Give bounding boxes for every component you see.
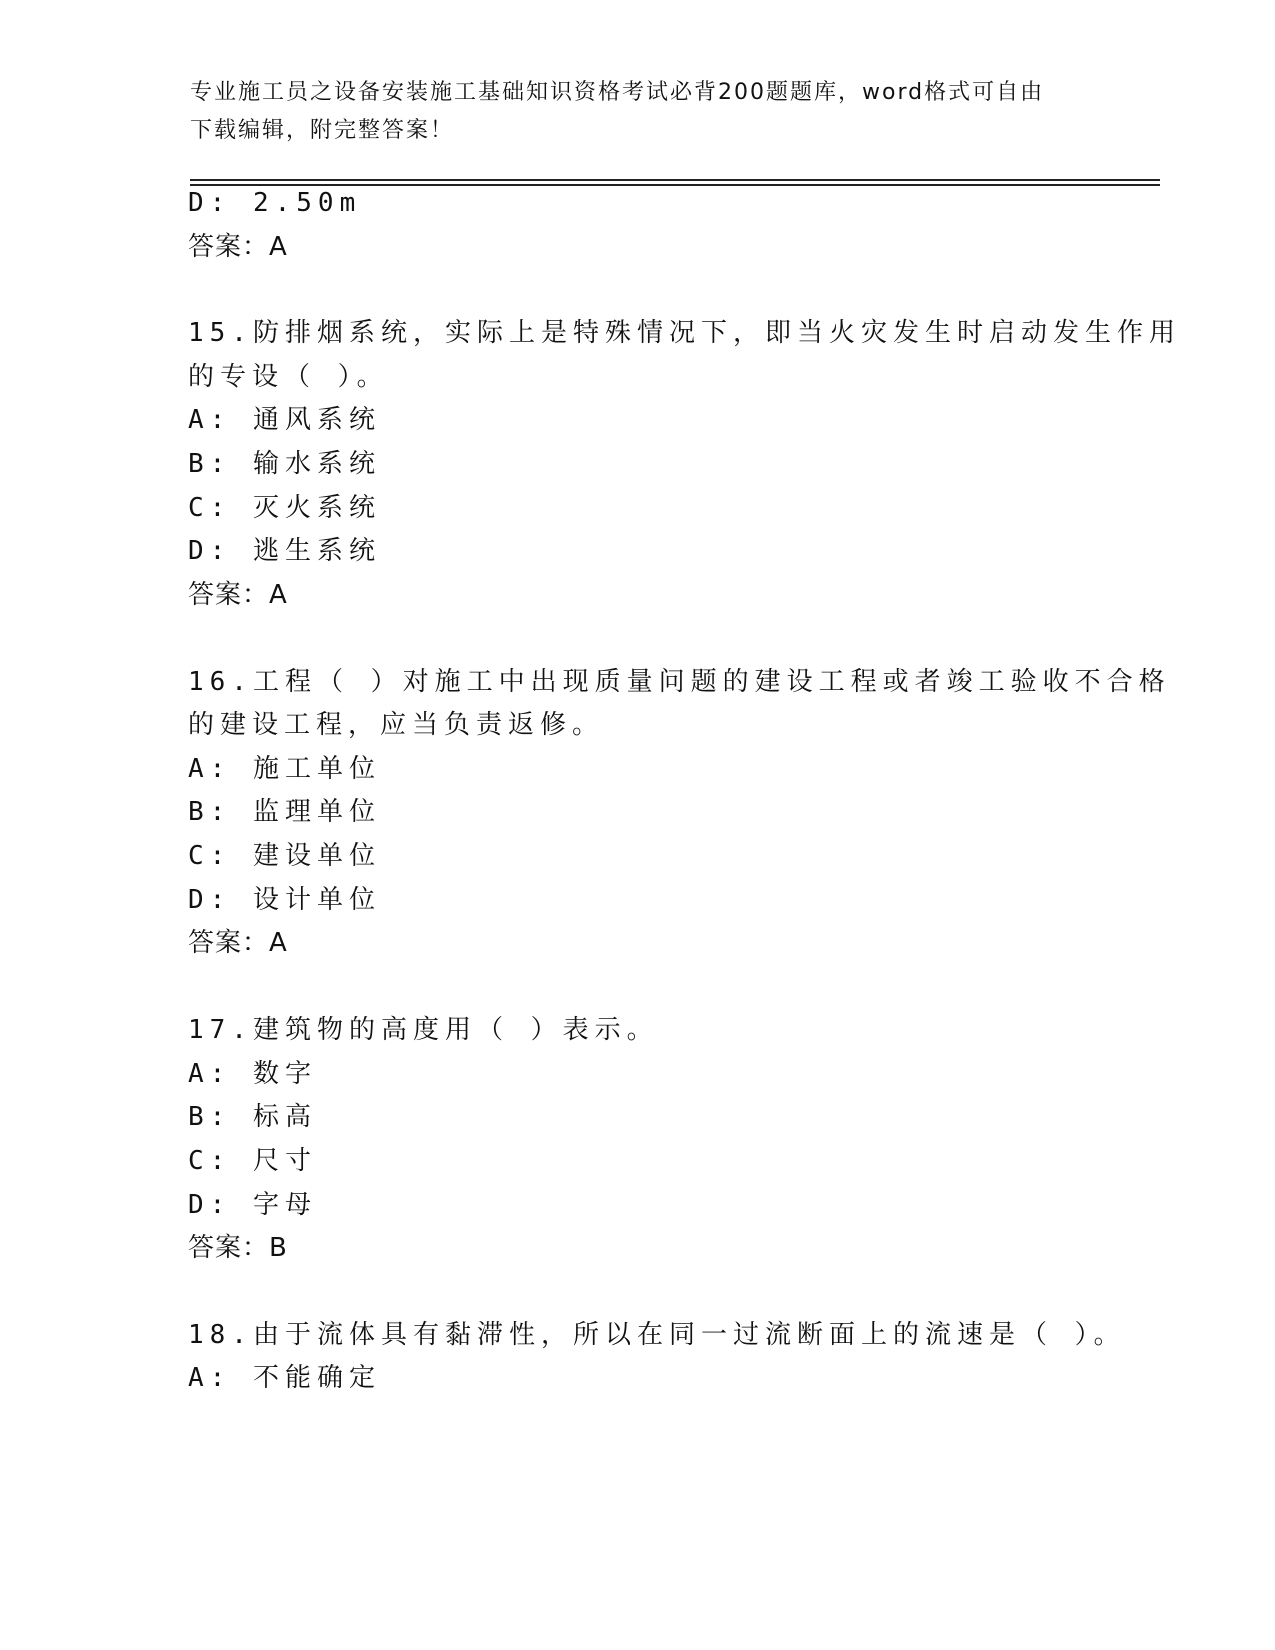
question-15-option-a: A: 通风系统 [188, 405, 381, 435]
question-16-text-line-2: 的建设工程，应当负责返修。 [188, 710, 605, 740]
question-15-answer: 答案：A [188, 580, 288, 610]
header-divider-top [190, 179, 1160, 181]
question-17-option-c: C: 尺寸 [188, 1146, 317, 1176]
question-16-answer: 答案：A [188, 928, 288, 958]
question-15-text-line-2: 的专设（ ）。 [188, 362, 389, 392]
question-16-option-b: B: 监理单位 [188, 797, 381, 827]
prev-answer: 答案：A [188, 232, 288, 262]
document-header [190, 74, 1090, 150]
header-title-line-2: 下载编辑，附完整答案！ [190, 118, 455, 143]
question-16-option-c: C: 建设单位 [188, 841, 381, 871]
question-15-option-d: D: 逃生系统 [188, 536, 381, 566]
prev-option-d: D: 2.50m [188, 188, 362, 218]
question-17-text-line-1: 17.建筑物的高度用（ ）表示。 [188, 1015, 659, 1045]
question-18-option-a: A: 不能确定 [188, 1363, 381, 1393]
question-16-text-line-1: 16.工程（ ）对施工中出现质量问题的建设工程或者竣工验收不合格 [188, 667, 1171, 697]
question-17-answer: 答案：B [188, 1233, 288, 1263]
question-15-option-c: C: 灭火系统 [188, 493, 381, 523]
question-17-option-a: A: 数字 [188, 1059, 317, 1089]
question-18-text-line-1: 18.由于流体具有黏滞性，所以在同一过流断面上的流速是（ ）。 [188, 1320, 1126, 1350]
header-divider-bottom [190, 184, 1160, 186]
header-title-line-1: 专业施工员之设备安装施工基础知识资格考试必背200题题库，word格式可自由 [190, 80, 1045, 105]
question-17-option-d: D: 字母 [188, 1190, 317, 1220]
question-15-option-b: B: 输水系统 [188, 449, 381, 479]
question-16-option-d: D: 设计单位 [188, 885, 381, 915]
question-15-text-line-1: 15.防排烟系统，实际上是特殊情况下，即当火灾发生时启动发生作用 [188, 318, 1181, 348]
question-16-option-a: A: 施工单位 [188, 754, 381, 784]
question-17-option-b: B: 标高 [188, 1102, 317, 1132]
